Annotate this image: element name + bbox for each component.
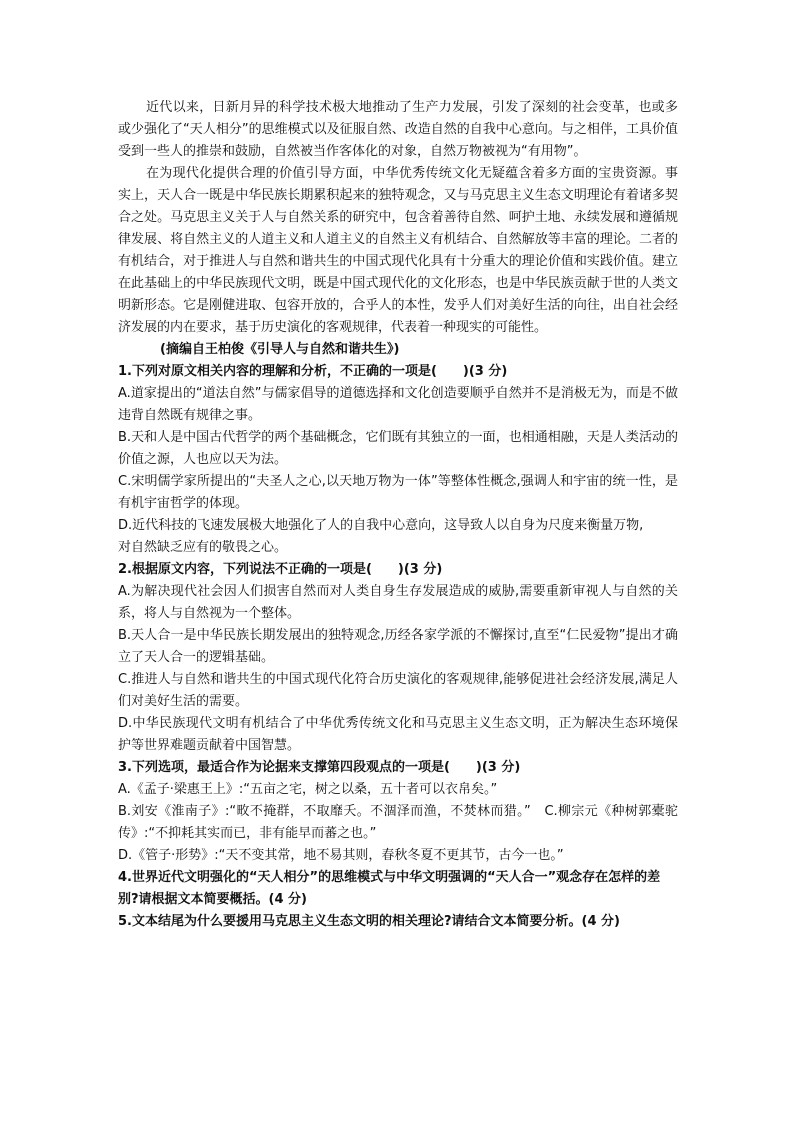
passage-paragraph-2: 在为现代化提供合理的价值引导方面，中华优秀传统文化无疑蕴含着多方面的宝贵资源。事实上，天人合一既是中华民族长期累积起来的独特观念，又与马克思主义生态文明理论有着诸多契合之处。马克思主义关于人与自然关系的研究中，包含着善待自然、呵护土地、永续发展和遵循规律发展、将自然主义的人道主义和人道主义的自然主义有机结合、自然解放等丰富的理论。二者的有机结合，对于推进人与自然和谐共生的中国式现代化具有十分重大的理论价值和实践价值。建立在此基础上的中华民族现代文明，既是中国式现代化的文化形态，也是中华民族贡献于世的人类文明新形态。它是刚健进取、包容开放的，合乎人的本性，发乎人们对美好生活的向往，出自社会经济发展的内在要求，基于历史演化的客观规律，代表着一种现实的可能性。	[118, 166, 678, 335]
question-option: A.为解决现代社会因人们损害自然而对人类自身生存发展造成的威胁,需要重新审视人与自然的关系，将人与自然视为一个整体。	[118, 584, 678, 621]
question-option: B.天人合一是中华民族长期发展出的独特观念,历经各家学派的不懈探讨,直至“仁民爱物”提出才确立了天人合一的逻辑基础。	[118, 628, 678, 665]
question-option: A.道家提出的“道法自然”与儒家倡导的道德选择和文化创造要顺乎自然并不是消极无为，而是不做违背自然既有规律之事。	[118, 386, 678, 423]
question-stem: 3.下列选项，最适合作为论据来支撑第四段观点的一项是( )(3 分)	[118, 760, 521, 775]
document-page	[118, 97, 678, 933]
question-option: B.刘安《淮南子》:“畋不掩群，不取靡夭。不涸泽而渔，不焚林而猎。” C.柳宗元《种树郭橐驼传》:“不抑耗其实而已，非有能早而蕃之也。”	[118, 804, 678, 841]
question-5	[118, 911, 678, 933]
passage-source: (摘编自王柏俊《引导人与自然和谐共生》)	[160, 342, 400, 357]
question-3	[118, 757, 678, 867]
question-option: 对自然缺乏应有的敬畏之心。	[118, 540, 288, 555]
passage-paragraph-1: 近代以来，日新月异的科学技术极大地推动了生产力发展，引发了深刻的社会变革，也或多或少强化了“天人相分”的思维模式以及征服自然、改造自然的自我中心意向。与之相伴，工具价值受到一些人的推崇和鼓励，自然被当作客体化的对象，自然万物被视为“有用物”。	[118, 100, 678, 159]
question-option: D.近代科技的飞速发展极大地强化了人的自我中心意向，这导致人以自身为尺度来衡量万物,	[118, 518, 644, 533]
question-option: B.天和人是中国古代哲学的两个基础概念，它们既有其独立的一面，也相通相融，天是人类活动的价值之源，人也应以天为法。	[118, 430, 678, 467]
question-stem: 4.世界近代文明强化的“天人相分”的思维模式与中华文明强调的“天人合一”观念存在怎样的差别?请根据文本简要概括。(4 分)	[118, 870, 661, 907]
question-2	[118, 559, 678, 757]
question-option: D.中华民族现代文明有机结合了中华优秀传统文化和马克思主义生态文明，正为解决生态环境保护等世界难题贡献着中国智慧。	[118, 716, 678, 753]
question-4	[118, 867, 678, 911]
question-option: C.宋明儒学家所提出的“夫圣人之心,以天地万物为一体”等整体性概念,强调人和宇宙的统一性，是有机宇宙哲学的体现。	[118, 474, 678, 511]
question-stem: 5.文本结尾为什么要援用马克思主义生态文明的相关理论?请结合文本简要分析。(4 分)	[118, 914, 620, 929]
question-1	[118, 361, 678, 559]
question-option: C.推进人与自然和谐共生的中国式现代化符合历史演化的客观规律,能够促进社会经济发展,满足人们对美好生活的需要。	[118, 672, 678, 709]
question-option: D.《管子·形势》:“天不变其常，地不易其则，春秋冬夏不更其节，古今一也。”	[118, 848, 564, 863]
question-stem: 2.根据原文内容，下列说法不正确的一项是( )(3 分)	[118, 562, 443, 577]
question-option: A.《孟子·梁惠王上》:“五亩之宅，树之以桑，五十者可以衣帛矣。”	[118, 782, 498, 797]
question-stem: 1.下列对原文相关内容的理解和分析，不正确的一项是( )(3 分)	[118, 364, 508, 379]
